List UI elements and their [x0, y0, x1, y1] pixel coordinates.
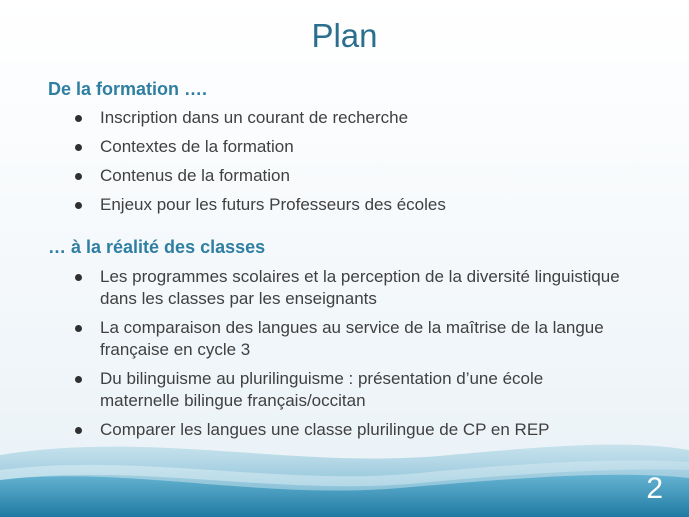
bullet-dot-icon — [75, 376, 82, 383]
bullet-text: Comparer les langues une classe plurilingue de CP en REP — [100, 420, 550, 439]
bullet-text: Contenus de la formation — [100, 166, 290, 185]
bullet-dot-icon — [75, 325, 82, 332]
section-heading-classes: … à la réalité des classes — [48, 237, 266, 257]
bullet-dot-icon — [75, 144, 82, 151]
bullet-text: Contextes de la formation — [100, 137, 294, 156]
bullet-dot-icon — [75, 202, 82, 209]
slide-title: Plan — [311, 17, 378, 54]
bullet-dot-icon — [75, 427, 82, 434]
bullet-text: Inscription dans un courant de recherche — [100, 108, 409, 127]
bullet-item — [0, 136, 620, 158]
bullet-item — [0, 107, 620, 129]
bullet-text: Enjeux pour les futurs Professeurs des écoles — [100, 195, 446, 214]
bullet-item — [0, 266, 620, 310]
bullet-item — [0, 317, 620, 361]
bullet-item — [0, 368, 620, 412]
bullet-dot-icon — [75, 274, 82, 281]
bullet-list-classes — [0, 266, 689, 441]
bullet-item — [0, 419, 620, 441]
bullet-item — [0, 194, 620, 216]
bullet-text: Du bilinguisme au plurilinguisme : présentation d’une école maternelle bilingue français/occitan — [100, 369, 544, 410]
bullet-text: La comparaison des langues au service de la maîtrise de la langue française en cycle 3 — [100, 318, 604, 359]
bullet-dot-icon — [75, 173, 82, 180]
bullet-item — [0, 165, 620, 187]
bullet-text: Les programmes scolaires et la perception de la diversité linguistique dans les classes par les enseignants — [100, 267, 620, 308]
section-heading-formation: De la formation …. — [48, 79, 208, 99]
page-number: 2 — [646, 472, 663, 505]
bullet-dot-icon — [75, 115, 82, 122]
bullet-list-formation — [0, 107, 689, 216]
